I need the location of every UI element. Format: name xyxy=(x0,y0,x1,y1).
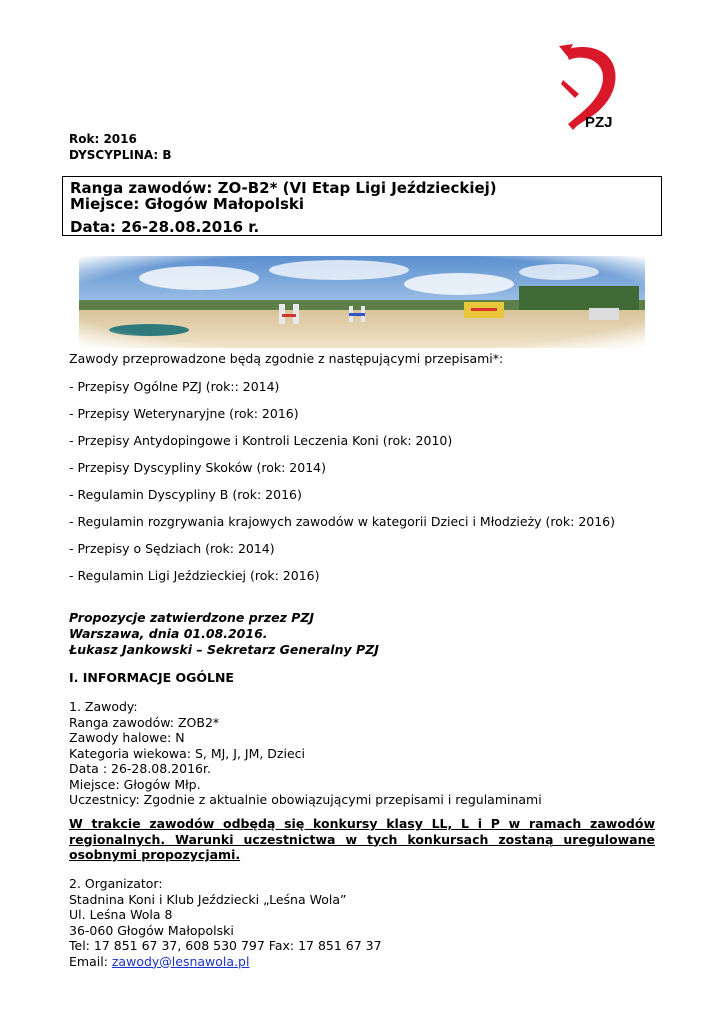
email-label: Email: xyxy=(69,953,112,969)
rule-item: - Regulamin rozgrywania krajowych zawodów w kategorii Dzieci i Młodzieży (rok: 2016) xyxy=(69,514,616,529)
notice-line: W trakcie zawodów odbędą się konkursy klasy LL, L i P w ramach zawodów xyxy=(69,816,655,831)
organizer-street: Ul. Leśna Wola 8 xyxy=(69,907,173,922)
rule-item: - Przepisy Antydopingowe i Kontroli Leczenia Koni (rok: 2010) xyxy=(69,433,453,448)
organizer-heading: 2. Organizator: xyxy=(69,876,163,891)
approval-signatory: Łukasz Jankowski – Sekretarz Generalny PZJ xyxy=(69,642,379,657)
document-meta xyxy=(69,131,172,163)
competition-place-title: Miejsce: Głogów Małopolski xyxy=(70,195,305,213)
notice-line: osobnymi propozycjami. xyxy=(69,847,241,862)
rule-item: - Regulamin Ligi Jeździeckiej (rok: 2016) xyxy=(69,568,320,583)
competition-participants: Uczestnicy: Zgodnie z aktualnie obowiązującymi przepisami i regulaminami xyxy=(69,792,542,807)
competition-rank-title: Ranga zawodów: ZO-B2* (VI Etap Ligi Jeździeckiej) xyxy=(70,179,497,197)
competition-date-title: Data: 26-28.08.2016 r. xyxy=(70,218,260,236)
rule-item: - Przepisy o Sędziach (rok: 2014) xyxy=(69,541,275,556)
rule-item: - Przepisy Ogólne PZJ (rok:: 2014) xyxy=(69,379,280,394)
competition-info xyxy=(69,699,542,808)
approval-line: Propozycje zatwierdzone przez PZJ xyxy=(69,610,315,625)
rule-item: - Przepisy Dyscypliny Skoków (rok: 2014) xyxy=(69,460,326,475)
organizer-info xyxy=(69,876,382,969)
pzj-logo xyxy=(555,42,621,134)
competition-heading: 1. Zawody: xyxy=(69,699,138,714)
organizer-phones: Tel: 17 851 67 37, 608 530 797 Fax: 17 851 67 37 xyxy=(69,938,382,953)
regional-classes-notice xyxy=(69,816,655,863)
section-title: I. INFORMACJE OGÓLNE xyxy=(69,670,234,685)
competition-age-category: Kategoria wiekowa: S, MJ, J, JM, Dzieci xyxy=(69,745,305,761)
competition-date: Data : 26-28.08.2016r. xyxy=(69,761,211,776)
title-box xyxy=(62,176,662,236)
arena-photo xyxy=(79,256,645,348)
rule-item: - Przepisy Weterynaryjne (rok: 2016) xyxy=(69,406,299,421)
email-link[interactable]: zawody@lesnawola.pl xyxy=(111,953,250,969)
organizer-email-row xyxy=(69,954,382,970)
organizer-name: Stadnina Koni i Klub Jeździecki „Leśna Wola” xyxy=(69,891,347,907)
year: Rok: 2016 xyxy=(69,132,137,146)
approval-block xyxy=(69,610,379,658)
competition-indoor: Zawody halowe: N xyxy=(69,730,185,745)
logo-text: PZJ xyxy=(585,114,613,131)
organizer-city: 36-060 Głogów Małopolski xyxy=(69,922,234,938)
regulations-intro: Zawody przeprowadzone będą zgodnie z następującymi przepisami*: xyxy=(69,351,504,366)
discipline: DYSCYPLINA: B xyxy=(69,148,172,162)
rule-item: - Regulamin Dyscypliny B (rok: 2016) xyxy=(69,487,302,502)
notice-line: regionalnych. Warunki uczestnictwa w tych konkursach zostaną uregulowane xyxy=(69,831,655,847)
competition-rank: Ranga zawodów: ZOB2* xyxy=(69,714,220,730)
approval-date: Warszawa, dnia 01.08.2016. xyxy=(69,626,268,641)
competition-place: Miejsce: Głogów Młp. xyxy=(69,776,201,792)
arena-photo-illustration xyxy=(79,256,645,348)
